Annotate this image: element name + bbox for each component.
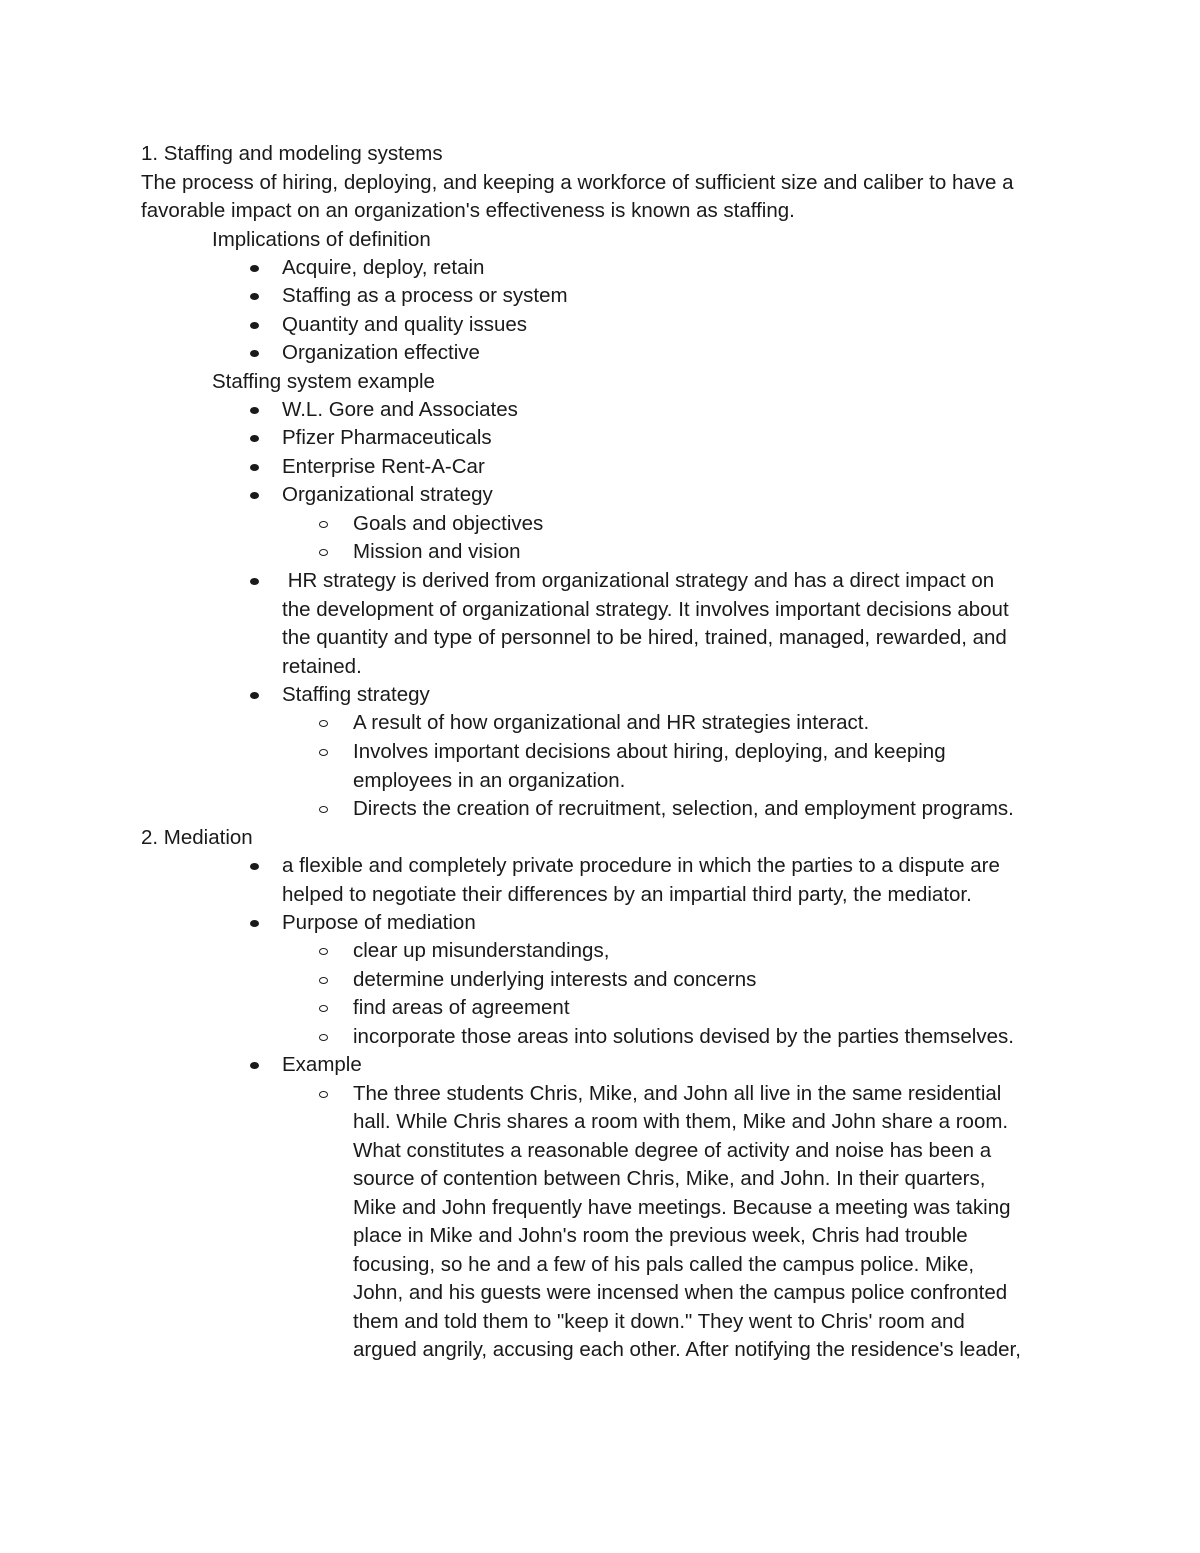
- section-heading: 1. Staffing and modeling systems: [141, 142, 443, 165]
- list-item-continuation: helped to negotiate their differences by an impartial third party, the mediator.: [282, 883, 972, 906]
- bullet-icon: [250, 464, 259, 471]
- list-item: Acquire, deploy, retain: [282, 256, 485, 279]
- paragraph-line: The process of hiring, deploying, and keeping a workforce of sufficient size and caliber to have a: [141, 171, 1014, 194]
- list-item-continuation: the development of organizational strategy. It involves important decisions about: [282, 598, 1009, 621]
- list-item: W.L. Gore and Associates: [282, 398, 518, 421]
- bullet-icon: [250, 350, 259, 357]
- sub-list-item-continuation: focusing, so he and a few of his pals called the campus police. Mike,: [353, 1253, 975, 1276]
- bullet-icon: [250, 293, 259, 300]
- section-heading: 2. Mediation: [141, 826, 253, 849]
- circle-bullet-icon: [319, 720, 328, 727]
- circle-bullet-icon: [319, 1005, 328, 1012]
- subheading: Implications of definition: [212, 228, 431, 251]
- list-item: Quantity and quality issues: [282, 313, 527, 336]
- list-item: Pfizer Pharmaceuticals: [282, 426, 492, 449]
- sub-list-item-continuation: Mike and John frequently have meetings. Because a meeting was taking: [353, 1196, 1011, 1219]
- bullet-icon: [250, 692, 259, 699]
- bullet-icon: [250, 322, 259, 329]
- sub-list-item-continuation: argued angrily, accusing each other. After notifying the residence's leader,: [353, 1338, 1021, 1361]
- sub-list-item: find areas of agreement: [353, 996, 570, 1019]
- list-item: Organizational strategy: [282, 483, 493, 506]
- list-item: a flexible and completely private procedure in which the parties to a dispute are: [282, 854, 1000, 877]
- sub-list-item: Involves important decisions about hiring, deploying, and keeping: [353, 740, 946, 763]
- bullet-icon: [250, 920, 259, 927]
- bullet-icon: [250, 407, 259, 414]
- circle-bullet-icon: [319, 977, 328, 984]
- sub-list-item: Mission and vision: [353, 540, 521, 563]
- sub-list-item: A result of how organizational and HR strategies interact.: [353, 711, 870, 734]
- sub-list-item-continuation: employees in an organization.: [353, 769, 626, 792]
- circle-bullet-icon: [319, 749, 328, 756]
- circle-bullet-icon: [319, 948, 328, 955]
- sub-list-item: determine underlying interests and concerns: [353, 968, 757, 991]
- list-item: Enterprise Rent-A-Car: [282, 455, 485, 478]
- bullet-icon: [250, 1062, 259, 1069]
- sub-list-item-continuation: source of contention between Chris, Mike, and John. In their quarters,: [353, 1167, 986, 1190]
- sub-list-item: Directs the creation of recruitment, selection, and employment programs.: [353, 797, 1014, 820]
- sub-list-item: Goals and objectives: [353, 512, 544, 535]
- list-item-continuation: the quantity and type of personnel to be hired, trained, managed, rewarded, and: [282, 626, 1007, 649]
- bullet-icon: [250, 435, 259, 442]
- circle-bullet-icon: [319, 521, 328, 528]
- sub-list-item: The three students Chris, Mike, and John all live in the same residential: [353, 1082, 1002, 1105]
- list-item-continuation: retained.: [282, 655, 362, 678]
- subheading: Staffing system example: [212, 370, 435, 393]
- sub-list-item-continuation: place in Mike and John's room the previous week, Chris had trouble: [353, 1224, 968, 1247]
- sub-list-item-continuation: What constitutes a reasonable degree of activity and noise has been a: [353, 1139, 992, 1162]
- circle-bullet-icon: [319, 1034, 328, 1041]
- paragraph-line: favorable impact on an organization's effectiveness is known as staffing.: [141, 199, 795, 222]
- circle-bullet-icon: [319, 549, 328, 556]
- bullet-icon: [250, 265, 259, 272]
- sub-list-item: incorporate those areas into solutions devised by the parties themselves.: [353, 1025, 1014, 1048]
- sub-list-item-continuation: hall. While Chris shares a room with them, Mike and John share a room.: [353, 1110, 1009, 1133]
- list-item: Organization effective: [282, 341, 480, 364]
- list-item: HR strategy is derived from organizational strategy and has a direct impact on: [282, 569, 995, 592]
- sub-list-item: clear up misunderstandings,: [353, 939, 610, 962]
- circle-bullet-icon: [319, 806, 328, 813]
- bullet-icon: [250, 492, 259, 499]
- sub-list-item-continuation: them and told them to "keep it down." They went to Chris' room and: [353, 1310, 965, 1333]
- circle-bullet-icon: [319, 1091, 328, 1098]
- list-item: Staffing strategy: [282, 683, 430, 706]
- sub-list-item-continuation: John, and his guests were incensed when the campus police confronted: [353, 1281, 1008, 1304]
- bullet-icon: [250, 578, 259, 585]
- bullet-icon: [250, 863, 259, 870]
- list-item: Purpose of mediation: [282, 911, 476, 934]
- list-item: Example: [282, 1053, 362, 1076]
- list-item: Staffing as a process or system: [282, 284, 568, 307]
